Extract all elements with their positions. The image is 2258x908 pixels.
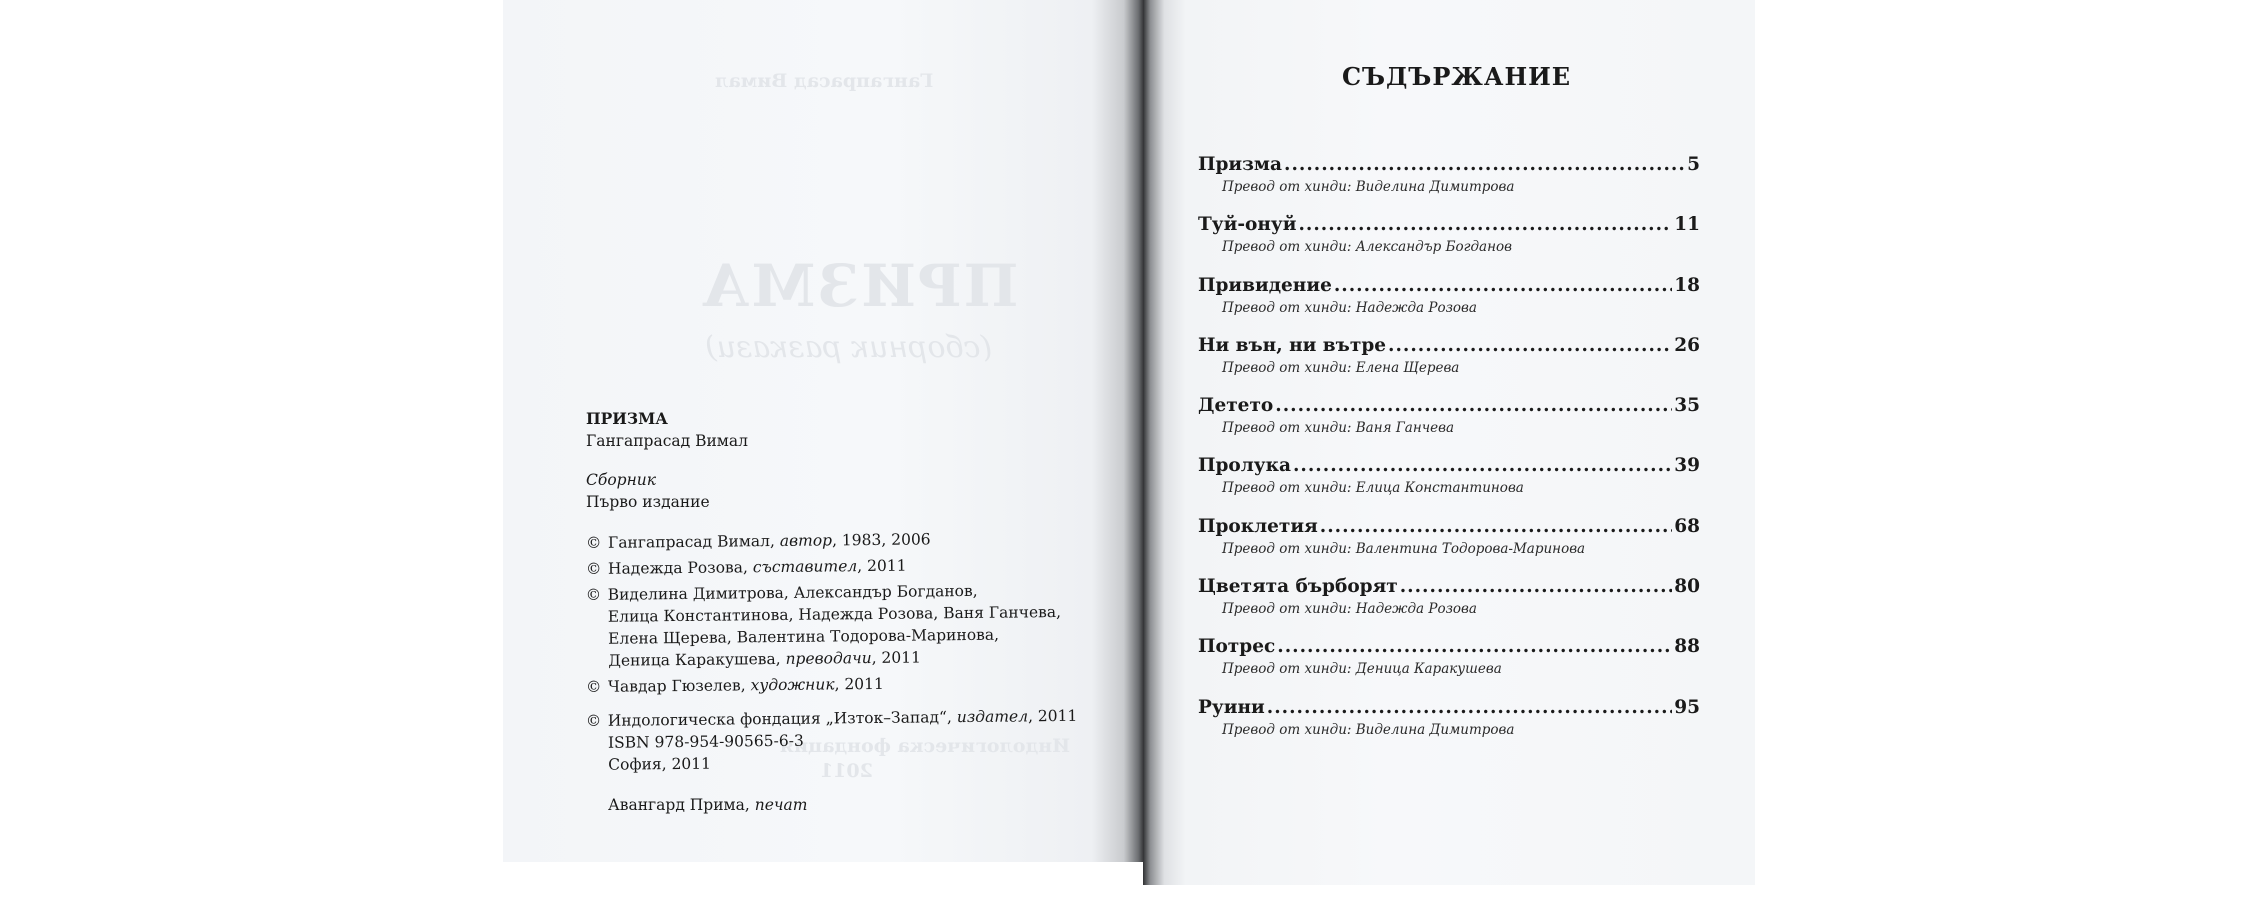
leader-dots: [1293, 453, 1672, 479]
toc-entry: [1198, 695, 1700, 755]
toc-title: Цветята бърборят: [1198, 576, 1398, 598]
toc-entry: [1198, 273, 1700, 333]
toc-title: Детето: [1198, 395, 1274, 417]
bleed-through-title: ПРИЗМА: [700, 252, 1019, 320]
toc-entry: [1198, 393, 1700, 453]
copyright-icon: ©: [585, 677, 602, 696]
copyright-translators: © Виделина Димитрова, Александър Богданов, Елица Константинова, Надежда Розова, Ваня Ганчева, Елена Щерева, Валентина Тодорова-Маринова, Деница Каракушева, преводачи, 2011: [586, 579, 1078, 672]
toc-page: 39: [1674, 455, 1700, 477]
copyright-icon: ©: [585, 585, 602, 605]
city-year: София, 2011: [608, 754, 712, 774]
leader-dots: [1334, 273, 1672, 299]
bleed-through-subtitle: (сборник разкази): [705, 330, 993, 365]
copyright-icon: ©: [585, 559, 602, 578]
toc-page: 11: [1674, 214, 1700, 236]
toc-title: Пролука: [1198, 455, 1291, 477]
copyright-compiler: © Надежда Розова, съставител, 2011: [585, 556, 907, 578]
leader-dots: [1400, 574, 1673, 600]
toc-translator: Превод от хинди: Ваня Ганчева: [1222, 420, 1455, 437]
toc-title: Призма: [1198, 154, 1282, 175]
copyright-icon: ©: [585, 533, 602, 552]
printer: Авангард Прима, печат: [608, 796, 808, 814]
leader-dots: [1267, 695, 1673, 721]
copyright-icon: ©: [585, 711, 602, 731]
leader-dots: [1277, 634, 1672, 660]
toc-entry: [1198, 453, 1700, 513]
toc-page: 35: [1674, 395, 1700, 417]
leader-dots: [1275, 393, 1672, 419]
toc-title: Ни вън, ни вътре: [1198, 334, 1387, 356]
book-genre: Сборник: [586, 471, 657, 489]
toc-page: 88: [1674, 636, 1700, 658]
toc-translator: Превод от хинди: Надежда Розова: [1222, 601, 1477, 618]
copyright-publisher: © Индологическа фондация „Изток–Запад“, издател, 2011 ISBN 978-954-90565-6-3 София, 2011: [586, 705, 1078, 776]
book-title: ПРИЗМА: [586, 409, 668, 428]
bleed-through-author: Гангапрасад Вимал: [715, 70, 934, 92]
leader-dots: [1320, 514, 1672, 540]
toc-translator: Превод от хинди: Валентина Тодорова-Маринова: [1222, 540, 1586, 557]
toc-title: Привидение: [1198, 274, 1332, 296]
toc-title: Потрес: [1198, 636, 1276, 658]
toc-entry: [1198, 212, 1700, 272]
table-of-contents: [1198, 152, 1700, 755]
bleed-through-publisher: Индологическа фондация: [780, 735, 1071, 757]
toc-page: 18: [1674, 274, 1700, 296]
toc-entry: [1198, 634, 1700, 694]
toc-page: 95: [1674, 696, 1700, 718]
toc-page: 80: [1674, 576, 1700, 598]
toc-translator: Превод от хинди: Виделина Димитрова: [1222, 179, 1515, 195]
leader-dots: [1298, 212, 1672, 238]
copyright-illustrator: © Чавдар Гюзелев, художник, 2011: [585, 674, 884, 696]
imprint-block: [586, 408, 1078, 816]
bleed-through-year: 2011: [820, 760, 873, 782]
toc-title: Туй-онуй: [1198, 214, 1297, 236]
toc-translator: Превод от хинди: Виделина Димитрова: [1222, 721, 1515, 738]
toc-page: 68: [1674, 515, 1700, 537]
toc-title: Проклетия: [1198, 515, 1318, 537]
toc-entry: [1198, 333, 1700, 393]
toc-heading: СЪДЪРЖАНИЕ: [1342, 62, 1572, 91]
toc-translator: Превод от хинди: Елица Константинова: [1222, 480, 1524, 497]
toc-translator: Превод от хинди: Деница Каракушева: [1222, 661, 1502, 678]
copyright-author: © Гангапрасад Вимал, автор, 1983, 2006: [585, 530, 931, 552]
toc-translator: Превод от хинди: Елена Щерева: [1222, 359, 1460, 376]
leader-dots: [1388, 333, 1672, 359]
toc-page: 26: [1674, 334, 1700, 356]
toc-translator: Превод от хинди: Александър Богданов: [1222, 239, 1512, 256]
toc-entry: [1198, 152, 1700, 212]
toc-entry: [1198, 514, 1700, 574]
leader-dots: [1284, 152, 1685, 178]
toc-title: Руини: [1198, 696, 1265, 718]
book-edition: Първо издание: [586, 493, 710, 511]
book-author: Гангапрасад Вимал: [586, 432, 748, 450]
toc-page: 5: [1687, 154, 1700, 175]
toc-translator: Превод от хинди: Надежда Розова: [1222, 299, 1477, 316]
isbn: ISBN 978-954-90565-6-3: [607, 731, 804, 752]
toc-entry: [1198, 574, 1700, 634]
